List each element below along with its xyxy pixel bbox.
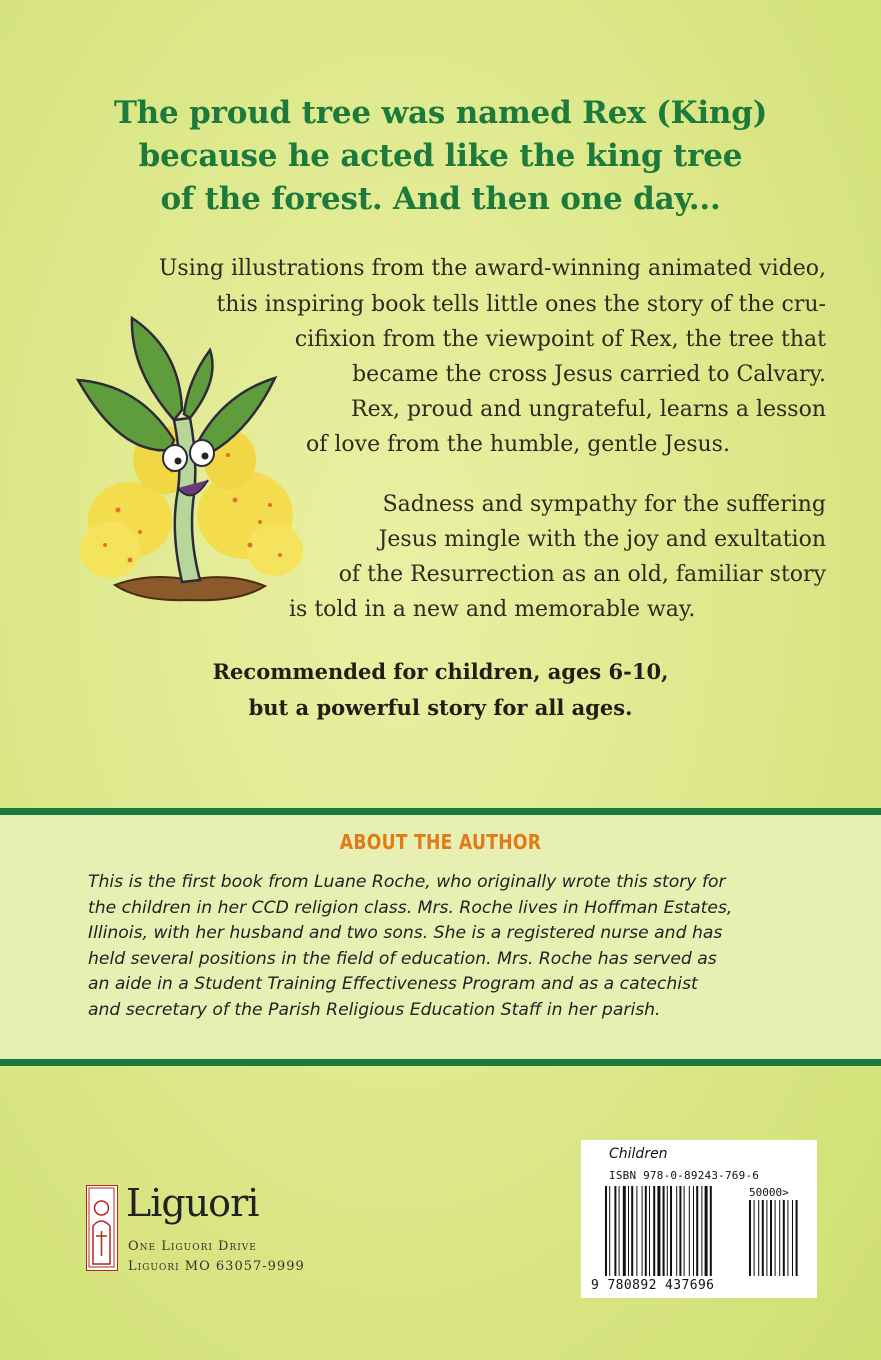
leaf-top-right [184,350,213,418]
author-line: Illinois, with her husband and two sons. She is a registered nurse and has [88,923,723,943]
publisher-name: Liguori [126,1181,259,1225]
barcode-bar [689,1186,690,1276]
author-line: the children in her CCD religion class. Mrs. Roche lives in Hoffman Estates, [88,897,733,918]
publisher-address [128,1237,305,1277]
headline-line-3: of the forest. And then one day... [160,181,721,217]
barcode-isbn: ISBN 978-0-89243-769-6 [609,1169,760,1182]
barcode-bar [696,1186,698,1276]
blurb-line: this inspiring book tells little ones the story of the cru- [216,292,826,317]
blurb-line: Rex, proud and ungrateful, learns a lesson [351,397,826,422]
blurb-line: Jesus mingle with the joy and exultation [378,527,826,552]
barcode-bar [645,1186,647,1276]
addon-bar [766,1200,767,1276]
blurb-line: is told in a new and memorable way. [289,597,696,622]
barcode-price-code: 50000> [749,1186,789,1199]
barcode-bar [693,1186,694,1276]
publisher-emblem-icon [86,1185,118,1271]
headline-line-1: The proud tree was named Rex (King) [113,95,768,131]
addon-bar [770,1200,772,1276]
barcode-bar [676,1186,677,1276]
barcode-bar [663,1186,665,1276]
recommendation-line-2: but a powerful story for all ages. [248,695,633,720]
barcode-bar [679,1186,681,1276]
barcode-bar [710,1186,712,1276]
barcode-number: 9 780892 437696 [591,1278,715,1293]
barcode-bar [619,1186,620,1276]
barcode-panel [581,1140,817,1298]
recommendation [0,654,881,726]
barcode-bar [631,1186,633,1276]
blurb-line: cifixion from the viewpoint of Rex, the tree that [294,327,826,352]
blurb-line: Using illustrations from the award-winning animated video, [158,256,826,281]
addon-bar [787,1200,788,1276]
blurb-line: became the cross Jesus carried to Calvary. [352,362,826,387]
addon-bar [775,1200,776,1276]
right-eye [190,440,214,466]
author-line: This is the first book from Luane Roche, who originally wrote this story for [88,872,726,892]
address-line-2: Liguori MO 63057-9999 [128,1259,305,1274]
author-line: an aide in a Student Training Effectiveness Program and as a catechist [88,974,698,994]
about-author-text [88,870,818,1023]
rex-sprout-illustration [70,310,310,610]
author-line: and secretary of the Parish Religious Education Staff in her parish. [88,999,661,1020]
blurb-line: Sadness and sympathy for the suffering [382,492,826,517]
barcode-bar [684,1186,685,1276]
headline [60,92,821,221]
blurb-line: of the Resurrection as an old, familiar story [338,562,826,587]
addon-bar [754,1200,755,1276]
author-line: held several positions in the field of education. Mrs. Roche has served as [88,948,717,969]
barcode-bar [605,1186,607,1276]
barcode-bar [649,1186,650,1276]
barcode-bar [670,1186,672,1276]
barcode-bar [657,1186,660,1276]
addon-bar [779,1200,780,1276]
barcode-bar [609,1186,610,1276]
address-line-1: One Liguori Drive [128,1239,257,1254]
barcode-bar [667,1186,668,1276]
addon-bar [792,1200,793,1276]
recommendation-line-1: Recommended for children, ages 6-10, [212,659,669,684]
addon-bar [758,1200,759,1276]
addon-bar [749,1200,751,1276]
barcode-category: Children [609,1146,668,1162]
blurb-line: of love from the humble, gentle Jesus. [306,432,730,457]
addon-bar [796,1200,798,1276]
about-author-heading: ABOUT THE AUTHOR [339,830,542,854]
barcode-bar [614,1186,616,1276]
left-eye [163,445,187,471]
barcode-bar [642,1186,643,1276]
barcode-bars [581,1140,817,1298]
headline-line-2: because he acted like the king tree [138,138,743,174]
barcode-bar [623,1186,626,1276]
barcode-bar [636,1186,637,1276]
barcode-bar [705,1186,708,1276]
barcode-bar [628,1186,629,1276]
barcode-bar [653,1186,655,1276]
addon-bar [783,1200,785,1276]
barcode-bar [701,1186,702,1276]
addon-bar [762,1200,764,1276]
